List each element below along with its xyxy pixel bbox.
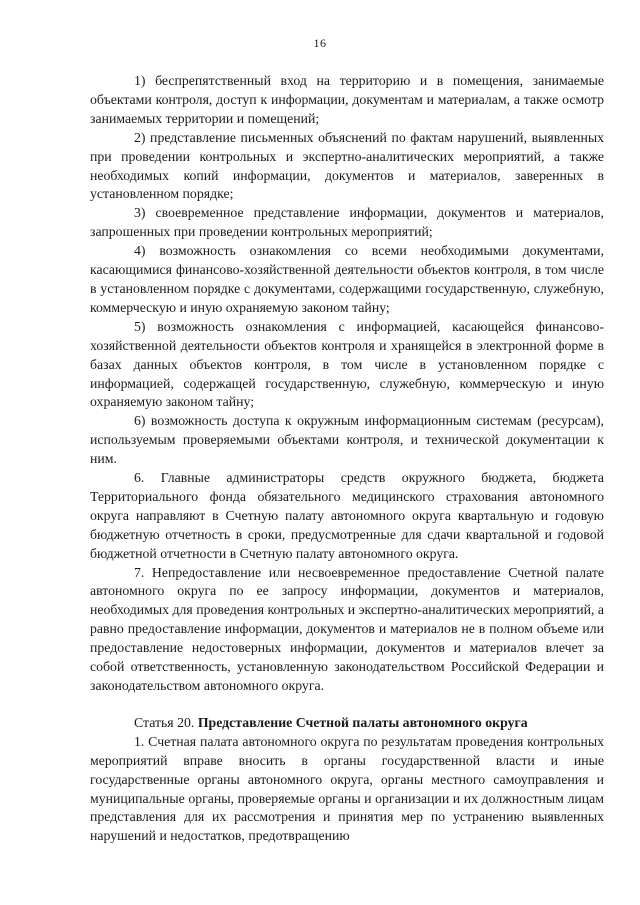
paragraph-clause-6: 6. Главные администраторы средств окружного бюджета, бюджета Территориального фонда обязательного медицинского страхования автономного округа направляют в Счетную палату автономного округа квартальную и годовую бюджетную отчетность в сроки, предусмотренные для сдачи квартальной и годовой бюджетной отчетности в Счетную палату автономного округа. xyxy=(90,470,604,561)
paragraph-item-4: 4) возможность ознакомления со всеми необходимыми документами, касающимися финансово-хозяйственной деятельности объектов контроля, в том числе в установленном порядке с документами, содержащими государственную, служебную, коммерческую и иную охраняемую законом тайну; xyxy=(90,243,604,315)
article-paragraph-1: 1. Счетная палата автономного округа по результатам проведения контрольных мероприятий вправе вносить в органы государственной власти и иные государственные органы автономного округа, органы местного самоуправления и муниципальные органы, проверяемые органы и организации и их должностным лицам представления для их рассмотрения и принятия мер по устранению выявленных нарушений и недостатков, предотвращению xyxy=(90,733,604,844)
paragraph-item-2: 2) представление письменных объяснений по фактам нарушений, выявленных при проведении контрольных и экспертно-аналитических мероприятий, а также необходимых копий информации, документов и материалов, заверенных в установленном порядке; xyxy=(90,129,604,202)
article-title: Представление Счетной палаты автономного округа xyxy=(197,714,528,730)
document-body xyxy=(90,72,604,846)
paragraph-item-1: 1) беспрепятственный вход на территорию и в помещения, занимаемые объектами контроля, доступ к информации, документам и материалам, а также осмотр занимаемых территории и помещений; xyxy=(90,73,604,126)
section-spacer xyxy=(90,696,604,714)
paragraph-item-3: 3) своевременное представление информации, документов и материалов, запрошенных при проведении контрольных мероприятий; xyxy=(90,205,604,240)
article-number: Статья 20. xyxy=(134,714,198,730)
paragraph-item-5: 5) возможность ознакомления с информацией, касающейся финансово-хозяйственной деятельности объектов контроля и хранящейся в электронной форме в базах данных объектов контроля, в том числе в установленном порядке с информацией, содержащей государственную, служебную, коммерческую и иную охраняемую законом тайну; xyxy=(90,318,604,410)
paragraph-item-6: 6) возможность доступа к окружным информационным системам (ресурсам), используемым проверяемыми объектами контроля, и технической документации к ним. xyxy=(90,413,604,467)
article-heading xyxy=(90,714,604,733)
page-number: 16 xyxy=(313,36,327,50)
paragraph-clause-7: 7. Непредоставление или несвоевременное предоставление Счетной палате автономного округа по ее запросу информации, документов и материалов, необходимых для проведения контрольных и экспертно-аналитических мероприятий, а равно предоставление информации, документов и материалов не в полном объеме или предоставление недостоверных информации, документов и материалов влечет за собой ответственность, установленную законодательством Российской Федерации и законодательством автономного округа. xyxy=(90,564,605,693)
